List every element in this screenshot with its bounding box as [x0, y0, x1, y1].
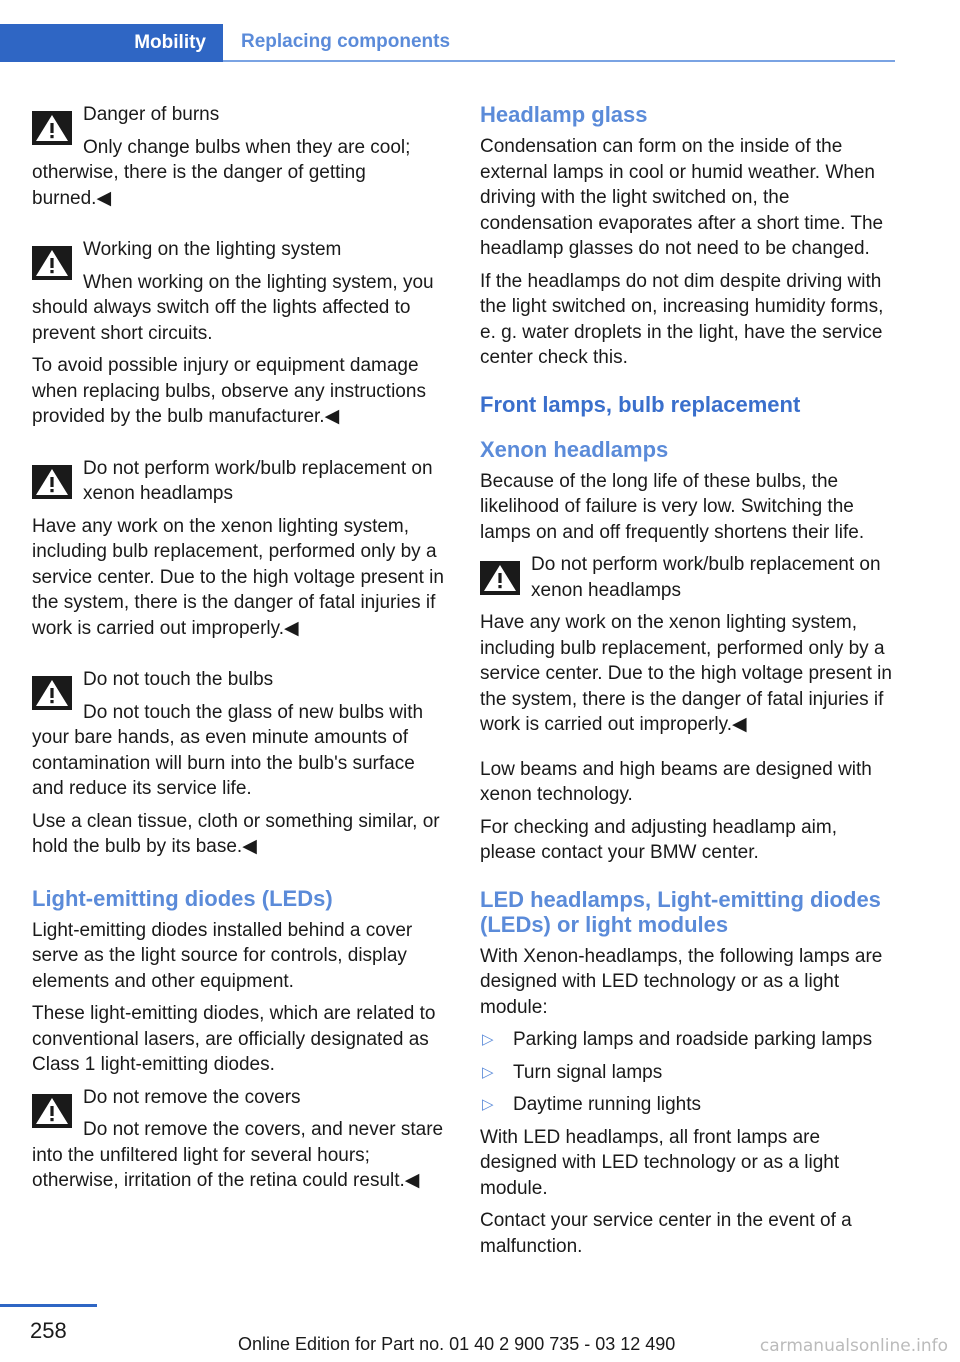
heading-headlamp-glass: Headlamp glass — [480, 102, 648, 127]
bullet-triangle-icon: ▷ — [482, 1031, 494, 1048]
chapter-label: Mobility — [134, 32, 206, 53]
paragraph: Contact your service center in the event of a malfunction. — [480, 1210, 852, 1257]
warning-text: When working on the lighting system, you should always switch off the lights affected to prevent short circuits. — [32, 271, 434, 344]
warning-text: Have any work on the xenon lighting system, including bulb replacement, performed only by a service center. Due to the high voltage present in the system, there is the danger of fatal injuries if work is carried out improperly.◀ — [32, 515, 444, 639]
warning-title: Danger of burns — [83, 104, 220, 125]
warning-lighting-system — [32, 237, 450, 430]
warning-text: Do not touch the glass of new bulbs with your bare hands, as even minute amounts of contamination will burn into the bulb's surface and reduce its service life. — [32, 701, 424, 799]
header-rule — [223, 60, 895, 62]
warning-xenon-right — [480, 552, 898, 738]
warning-title: Do not perform work/bulb replacement on xenon headlamps — [531, 554, 881, 601]
warning-icon — [32, 1094, 72, 1128]
footer-rule — [0, 1304, 97, 1307]
warning-text: Do not remove the covers, and never stare into the unfiltered light for several hours; otherwise, irritation of the retina could result.◀ — [32, 1119, 444, 1191]
chapter-tab[interactable] — [0, 24, 223, 62]
bullet-triangle-icon: ▷ — [482, 1096, 494, 1113]
paragraph: Low beams and high beams are designed with xenon technology. — [480, 758, 872, 805]
paragraph: With LED headlamps, all front lamps are designed with LED technology or as a light module. — [480, 1126, 840, 1199]
paragraph: Because of the long life of these bulbs, the likelihood of failure is very low. Switching the lamps on and off frequently shortens their life. — [480, 470, 865, 543]
list-item: ▷ Parking lamps and roadside parking lamps — [480, 1027, 898, 1053]
warning-xenon — [32, 456, 450, 642]
paragraph: Condensation can form on the inside of the external lamps in cool or humid weather. When driving with the light switched on, the condensation evaporates after a short time. The headlamp glasses do not need to be changed. — [480, 136, 884, 259]
heading-front-lamps: Front lamps, bulb replacement — [480, 391, 801, 417]
warning-icon — [32, 465, 72, 499]
heading-leds: Light-emitting diodes (LEDs) — [32, 885, 333, 911]
left-column — [32, 102, 450, 1201]
warning-touch-bulbs — [32, 667, 450, 860]
warning-text: Only change bulbs when they are cool; otherwise, there is the danger of getting burned.◀ — [32, 136, 411, 209]
warning-title: Do not touch the bulbs — [83, 669, 274, 690]
bullet-triangle-icon: ▷ — [482, 1063, 494, 1081]
heading-xenon-headlamps: Xenon headlamps — [480, 436, 669, 462]
warning-text-extra: To avoid possible injury or equipment damage when replacing bulbs, observe any instructions provided by the bulb manufacturer.◀ — [32, 355, 426, 427]
page-header — [0, 24, 895, 62]
paragraph: For checking and adjusting headlamp aim, please contact your BMW center. — [480, 816, 837, 863]
heading-led-headlamps: LED headlamps, Light-emitting diodes (LEDs) or light modules — [480, 886, 881, 937]
paragraph: These light-emitting diodes, which are related to conventional lasers, are officially designated as Class 1 light-emitting diodes. — [32, 1003, 436, 1075]
warning-title: Working on the lighting system — [83, 239, 342, 260]
warning-icon — [32, 676, 72, 710]
list-item: ▷ Turn signal lamps — [480, 1060, 898, 1086]
watermark: carmanualsonline.info — [759, 1336, 948, 1356]
warning-icon — [480, 561, 520, 595]
paragraph: Light-emitting diodes installed behind a cover serve as the light source for controls, display elements and other equipment. — [32, 919, 413, 992]
warning-text-extra: Use a clean tissue, cloth or something similar, or hold the bulb by its base.◀ — [32, 810, 440, 857]
warning-title: Do not remove the covers — [83, 1086, 301, 1108]
warning-text: Have any work on the xenon lighting system, including bulb replacement, performed only by a service center. Due to the high voltage present in the system, there is the danger of fatal injuries if work is carried out improperly.◀ — [480, 612, 892, 735]
section-title: Replacing components — [241, 31, 451, 52]
right-column — [480, 102, 898, 1266]
warning-title: Do not perform work/bulb replacement on xenon headlamps — [83, 457, 433, 504]
warning-icon — [32, 246, 72, 280]
warning-burns — [32, 102, 450, 211]
paragraph: If the headlamps do not dim despite driving with the light switched on, increasing humidity forms, e. g. water droplets in the light, have the service center check this. — [480, 270, 884, 368]
paragraph: With Xenon-headlamps, the following lamps are designed with LED technology or as a light module: — [480, 945, 883, 1018]
led-lamp-list — [480, 1027, 898, 1118]
list-item: ▷ Daytime running lights — [480, 1092, 898, 1118]
warning-covers — [32, 1085, 450, 1194]
edition-text: Online Edition for Part no. 01 40 2 900 735 - 03 12 490 — [238, 1334, 676, 1354]
warning-icon — [32, 111, 72, 145]
page-number: 258 — [30, 1318, 67, 1343]
